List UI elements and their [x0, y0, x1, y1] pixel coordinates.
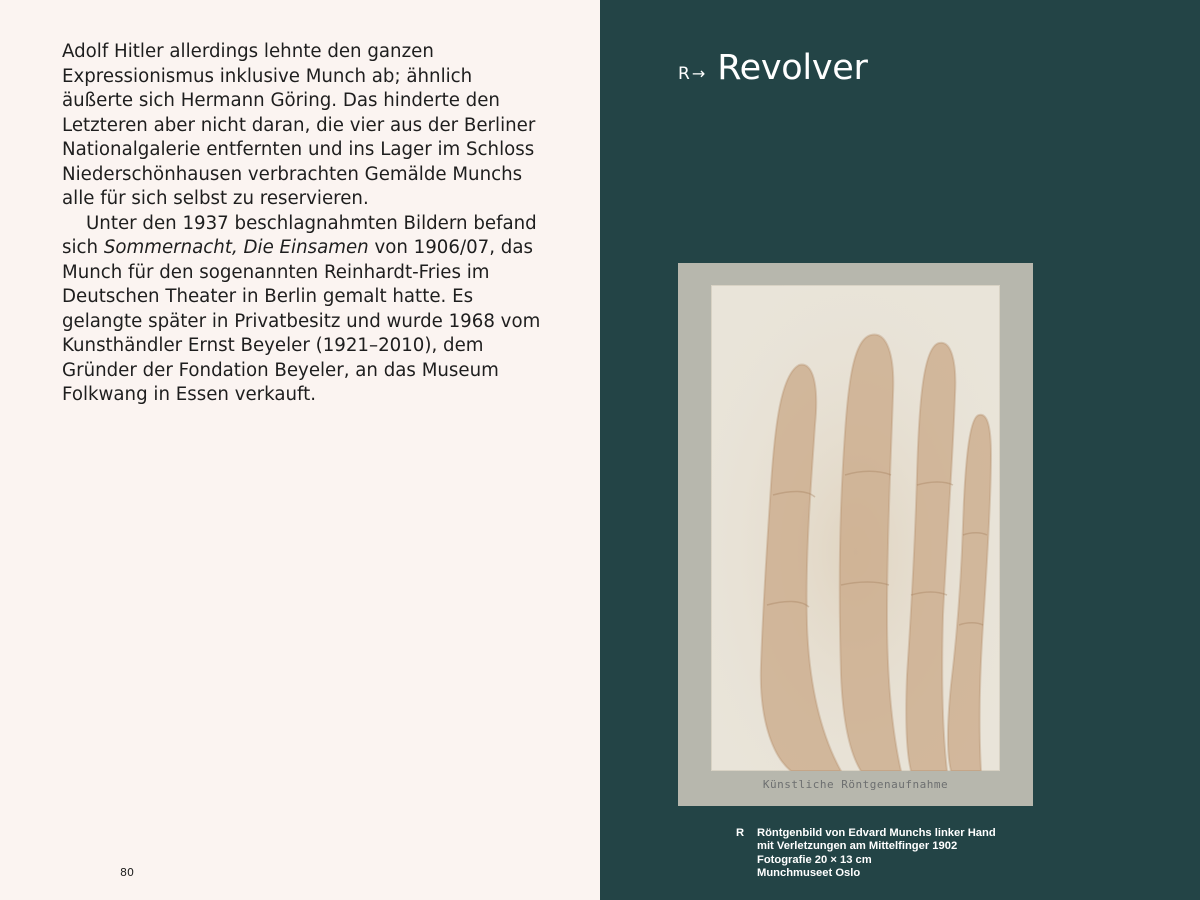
paragraph-2	[62, 212, 544, 408]
page-number: 80	[120, 866, 134, 879]
body-text	[62, 40, 544, 408]
photo-card	[711, 285, 1000, 771]
caption-lines	[757, 827, 996, 881]
section-heading	[678, 48, 868, 88]
artwork-title: Sommernacht, Die Einsamen	[103, 237, 369, 258]
hand-x-ray-image	[711, 285, 1000, 771]
caption-line-4: Munchmuseet Oslo	[757, 867, 861, 880]
paragraph-2-text-end: von 1906/07, das Munch für den sogenannten Reinhardt-Fries im Deutschen Theater in Berlin gemalt hatte. Es gelangte später in Privatbesitz und wurde 1968 vom Kunsthändler Ernst Beyeler (1921–2010), dem Gründer der Fondation Beyeler, an das Museum Folkwang in Essen verkauft.	[62, 237, 541, 405]
caption-line-3: Fotografie 20 × 13 cm	[757, 853, 872, 866]
caption-line-1: Röntgenbild von Edvard Munchs linker Hand	[757, 827, 996, 839]
paragraph-1: Adolf Hitler allerdings lehnte den ganzen Expressionismus inklusive Munch ab; ähnlich äußerte sich Hermann Göring. Das hinderte den Letzteren aber nicht daran, die vier aus der Berliner Nationalgalerie entfernten und ins Lager im Schloss Niederschönhausen verbrachten Gemälde Munchs alle für sich selbst zu reservieren.	[62, 41, 536, 209]
heading-letter: R	[678, 64, 690, 84]
paragraph-2-text-start: Unter den 1937 beschlagnahmten Bildern befand sich	[62, 212, 537, 258]
x-ray-photograph	[678, 263, 1033, 806]
arrow-right-icon: →	[691, 64, 706, 83]
heading-title: Revolver	[717, 48, 868, 88]
card-inscription: Künstliche Röntgenaufnahme	[762, 778, 949, 791]
figure-caption	[736, 827, 996, 881]
caption-letter: R	[736, 827, 745, 839]
caption-line-2: mit Verletzungen am Mittelfinger 1902	[757, 840, 958, 853]
